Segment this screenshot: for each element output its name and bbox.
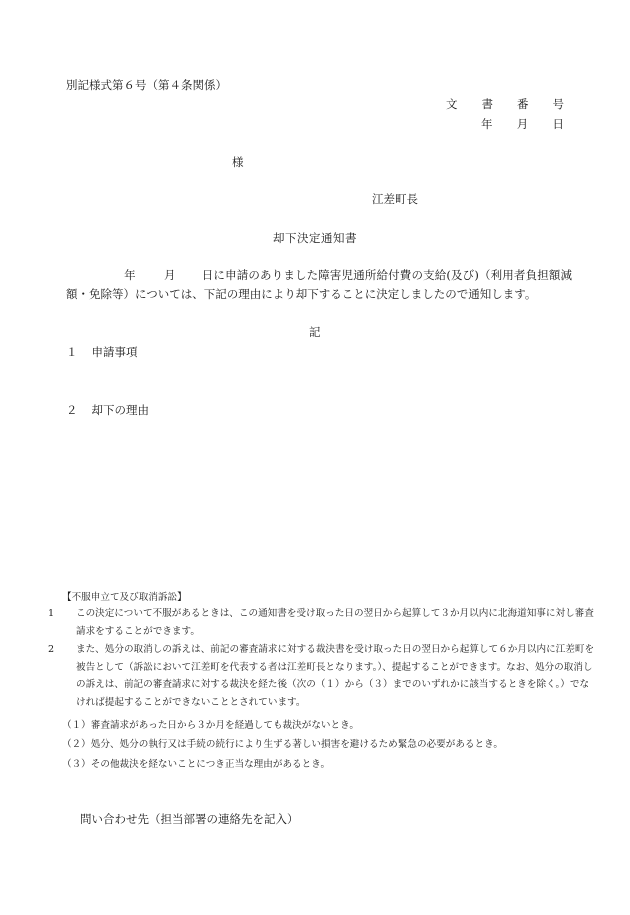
section-label: 申請事項 (91, 345, 138, 359)
section-label: 却下の理由 (91, 403, 149, 417)
sender-title: 江差町長 (372, 192, 418, 206)
intro-year: 年 (124, 268, 136, 282)
appeal-item-text: また、処分の取消しの訴えは、前記の審査請求に対する裁決書を受け取った日の翌日から起算して６か月以内に江差町を被告として（訴訟において江差町を代表する者は江差町長となります。）、提起することができます。なお、処分の取消しの訴えは、前記の審査請求に対する裁決を経た後（次の（１）から（３）までのいずれかに該当するときを除く。）でなければ提起することができないこととされています。 (76, 644, 595, 708)
section-number: １ (66, 345, 78, 359)
section-number: ２ (66, 403, 78, 417)
appeal-item-1 (48, 605, 596, 640)
date-day: 日 (552, 117, 564, 131)
doc-no-char: 文 (446, 97, 458, 111)
form-number: 別記様式第６号（第４条関係） (66, 78, 227, 92)
appeal-item-text: この決定について不服があるときは、この通知書を受け取った日の翌日から起算して３か月以内に北海道知事に対し審査請求をすることができます。 (76, 608, 594, 637)
ki-marker: 記 (309, 325, 321, 339)
appeal-sub-item-2: （２）処分、処分の執行又は手続の続行により生ずる著しい損害を避けるため緊急の必要があるとき。 (62, 739, 503, 750)
appeal-item-number: 2 (48, 644, 55, 655)
doc-no-char: 番 (517, 97, 529, 111)
document-number-label (446, 96, 564, 112)
intro-text: 日に申請のありました障害児通所給付費の支給(及び)（利用者負担額減額・免除等）については、下記の理由により却下することに決定しましたので通知します。 (66, 268, 573, 301)
appeal-item-2 (48, 641, 596, 711)
notice-body (66, 266, 572, 304)
document-title: 却下決定通知書 (273, 231, 357, 245)
section-rejection-reason (66, 402, 149, 418)
date-year: 年 (481, 117, 493, 131)
date-month: 月 (516, 117, 529, 131)
appeal-sub-item-1: （１）審査請求があった日から３か月を経過しても裁決がないとき。 (62, 720, 359, 731)
doc-no-char: 書 (481, 97, 493, 111)
intro-month: 月 (163, 268, 176, 282)
appeal-sub-item-3: （３）その他裁決を経ないことにつき正当な理由があるとき。 (62, 759, 331, 770)
contact-label: 問い合わせ先（担当部署の連絡先を記入） (80, 812, 299, 826)
doc-no-char: 号 (552, 97, 564, 111)
appeal-heading: 【不服申立て及び取消訴訟】 (62, 592, 187, 603)
section-application-items (66, 344, 138, 360)
document-date-label (481, 116, 564, 132)
appeal-item-number: 1 (48, 608, 55, 619)
addressee-suffix: 様 (232, 155, 244, 169)
